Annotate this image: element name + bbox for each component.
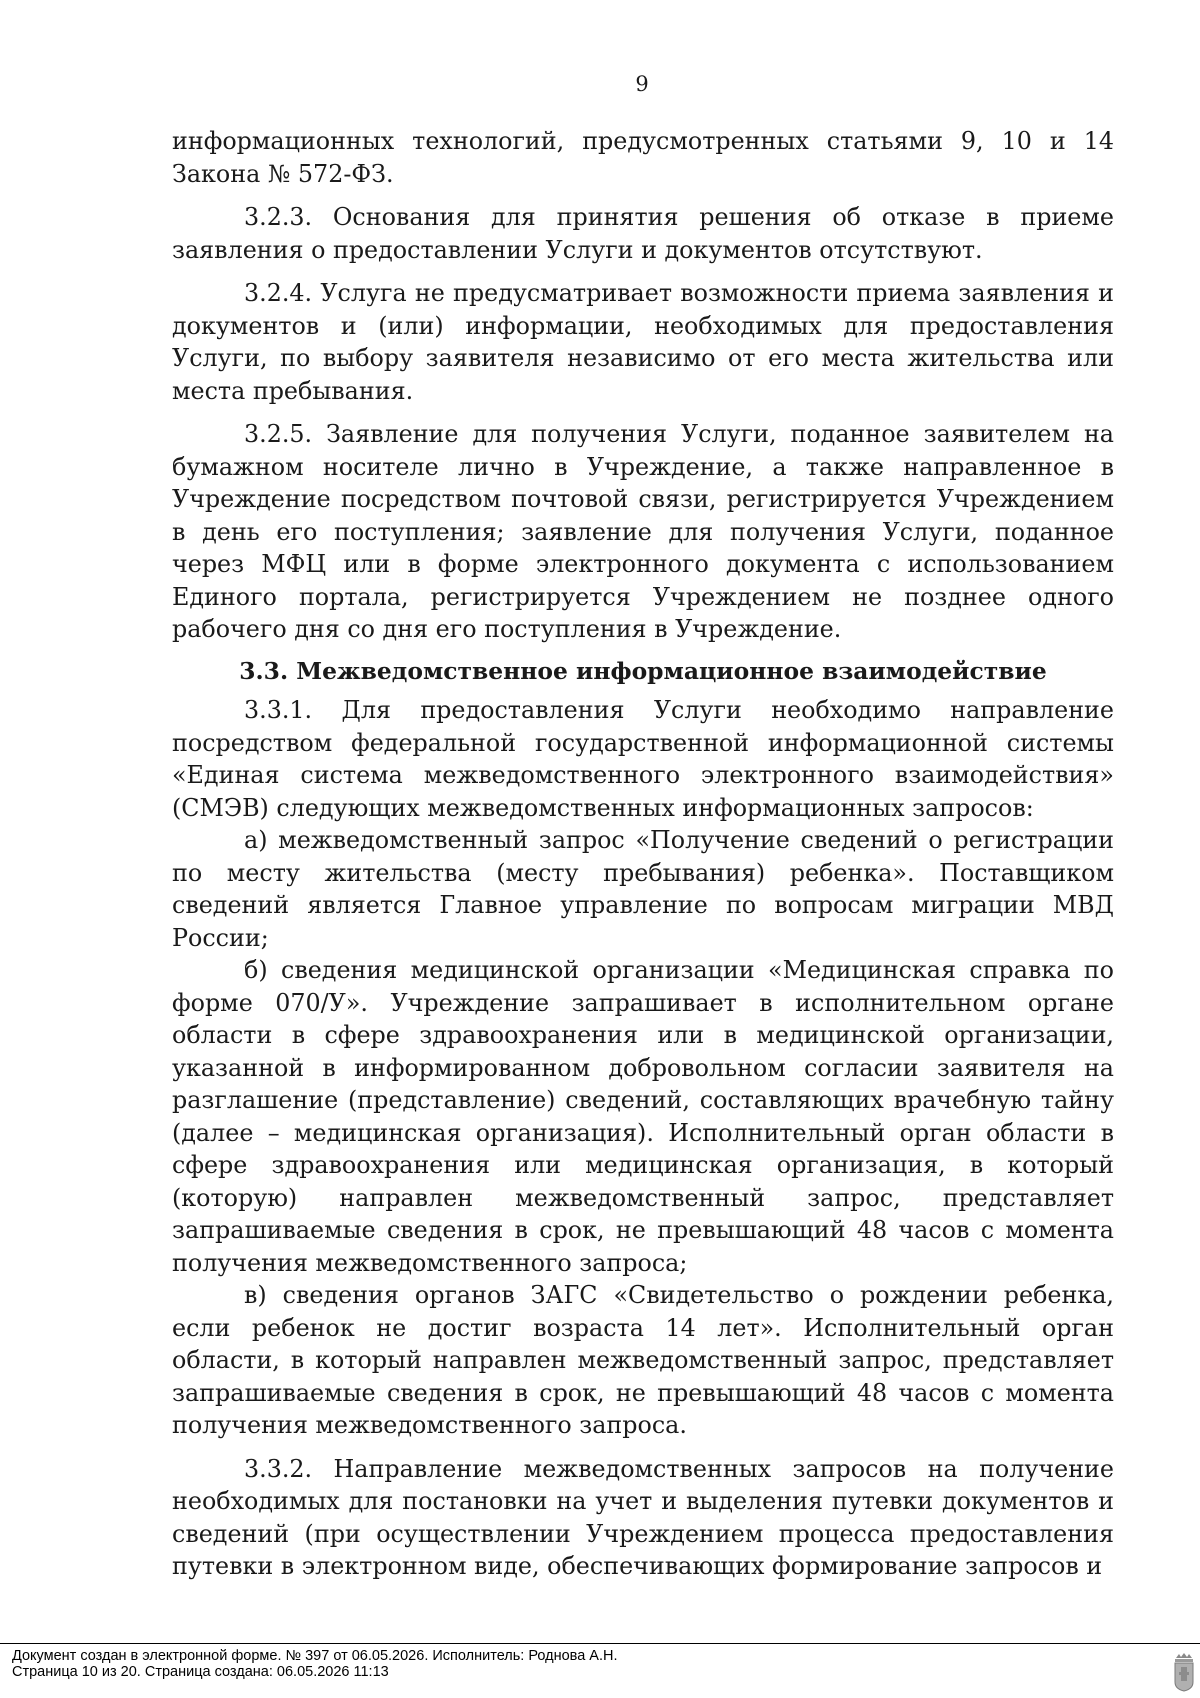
paragraph-3-3-2: 3.3.2. Направление межведомственных запросов на получение необходимых для постановки на учет и выделения путевки документов и сведений (при осуществлении Учреждением процесса предоставления путевки в электронном виде, обеспечивающих формирование запросов и bbox=[172, 1454, 1114, 1580]
page-number: 9 bbox=[635, 72, 649, 96]
footer-divider bbox=[0, 1643, 1200, 1644]
list-item-a: а) межведомственный запрос «Получение сведений о регистрации по месту жительства (месту пребывания) ребенка». Поставщиком сведений является Главное управление по вопросам миграции МВД России; bbox=[172, 826, 1114, 952]
list-item-b: б) сведения медицинской организации «Медицинская справка по форме 070/У». Учреждение запрашивает в исполнительном органе области в сфере здравоохранения или в медицинской организации, указанной в информированном добровольном согласии заявителя на разглашение (представление) сведений, составляющих врачебную тайну (далее – медицинская организация). Исполнительный орган области в сфере здравоохранения или медицинская организация, в который (которую) направлен межведомственный запрос, представляет запрашиваемые сведения в срок, не превышающий 48 часов с момента получения межведомственного запроса; bbox=[172, 956, 1114, 1277]
paragraph-3-2-5: 3.2.5. Заявление для получения Услуги, поданное заявителем на бумажном носителе лично в Учреждение, а также направленное в Учреждение посредством почтовой связи, регистрируется Учреждением в день его поступления; заявление для получения Услуги, поданное через МФЦ или в форме электронного документа с использованием Единого портала, регистрируется Учреждением не позднее одного рабочего дня со дня его поступления в Учреждение. bbox=[172, 420, 1114, 643]
paragraph-continuation: информационных технологий, предусмотренных статьями 9, 10 и 14 Закона № 572-ФЗ. bbox=[172, 127, 1114, 188]
section-heading-3-3: 3.3. Межведомственное информационное взаимодействие bbox=[239, 656, 1047, 685]
paragraph-3-2-4: 3.2.4. Услуга не предусматривает возможности приема заявления и документов и (или) информации, необходимых для предоставления Услуги, по выбору заявителя независимо от его места жительства или места пребывания. bbox=[172, 279, 1114, 405]
paragraph-3-3-1: 3.3.1. Для предоставления Услуги необходимо направление посредством федеральной государственной информационной системы «Единая система межведомственного электронного взаимодействия» (СМЭВ) следующих межведомственных информационных запросов: bbox=[172, 696, 1114, 822]
footer bbox=[12, 1648, 618, 1680]
paragraph-3-2-3: 3.2.3. Основания для принятия решения об отказе в приеме заявления о предоставлении Услуги и документов отсутствуют. bbox=[172, 203, 1114, 264]
footer-page-info: Страница 10 из 20. Страница создана: 06.05.2026 11:13 bbox=[12, 1664, 389, 1680]
document-body bbox=[172, 125, 1114, 1583]
footer-document-info: Документ создан в электронной форме. № 397 от 06.05.2026. Исполнитель: Роднова А.Н. bbox=[12, 1648, 618, 1664]
list-item-v: в) сведения органов ЗАГС «Свидетельство о рождении ребенка, если ребенок не достиг возраста 14 лет». Исполнительный орган области, в который направлен межведомственный запрос, представляет запрашиваемые сведения в срок, не превышающий 48 часов с момента получения межведомственного запроса. bbox=[172, 1281, 1114, 1439]
coat-of-arms-icon bbox=[1172, 1652, 1196, 1692]
